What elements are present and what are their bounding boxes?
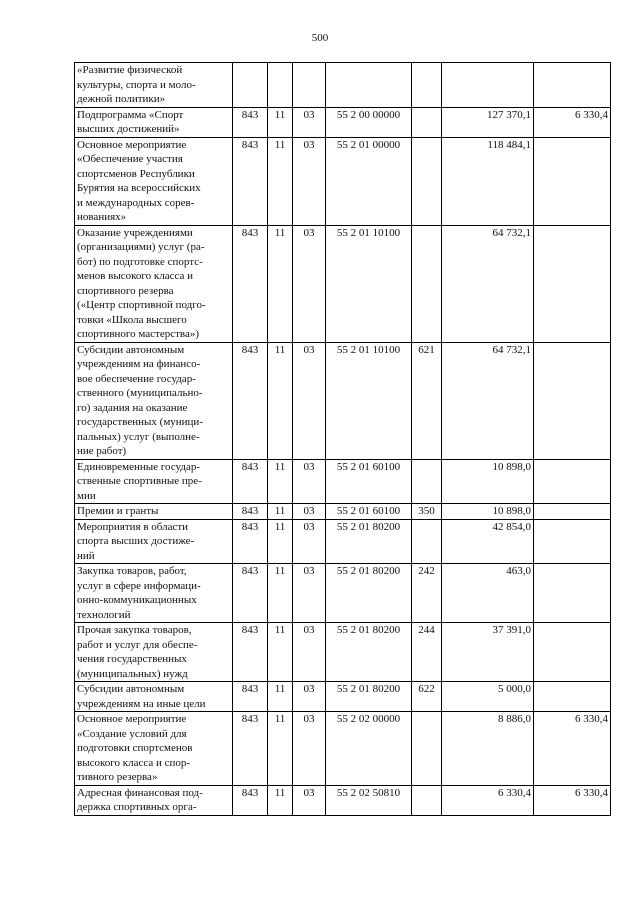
amount-secondary-cell (534, 564, 611, 623)
row-name-cell: Субсидии автономным учреждениям на финансо- вое обеспечение государ- ственного (муниципально- го) задания на оказание государственных (муници- пальных) услуг (выполне- ние работ) (75, 342, 233, 459)
amount-secondary-cell (534, 225, 611, 342)
subsection-code-cell: 03 (293, 225, 326, 342)
row-name-cell: Единовременные государ- ственные спортивные пре- мии (75, 459, 233, 504)
table-body (75, 63, 611, 816)
amount-cell: 64 732,1 (442, 342, 534, 459)
amount-secondary-cell (534, 519, 611, 564)
admin-code-cell: 843 (233, 342, 268, 459)
row-name-cell: Основное мероприятие «Создание условий для подготовки спортсменов высокого класса и спор- тивного резерва» (75, 712, 233, 786)
target-article-cell: 55 2 01 00000 (326, 137, 412, 225)
amount-cell: 10 898,0 (442, 504, 534, 520)
row-name-cell: Субсидии автономным учреждениям на иные цели (75, 682, 233, 712)
admin-code-cell: 843 (233, 564, 268, 623)
expense-type-cell: 244 (412, 623, 442, 682)
admin-code-cell: 843 (233, 107, 268, 137)
table-row (75, 682, 611, 712)
row-name-cell: Основное мероприятие «Обеспечение участия спортсменов Республики Бурятия на всероссийских и международных сорев- нованиях» (75, 137, 233, 225)
target-article-cell: 55 2 01 10100 (326, 342, 412, 459)
row-name-cell: Подпрограмма «Спорт высших достижений» (75, 107, 233, 137)
subsection-code-cell: 03 (293, 623, 326, 682)
expense-type-cell (412, 519, 442, 564)
target-article-cell: 55 2 00 00000 (326, 107, 412, 137)
row-name-cell: Закупка товаров, работ, услуг в сфере информаци- онно-коммуникационных технологий (75, 564, 233, 623)
subsection-code-cell: 03 (293, 342, 326, 459)
admin-code-cell: 843 (233, 623, 268, 682)
admin-code-cell: 843 (233, 225, 268, 342)
amount-cell: 37 391,0 (442, 623, 534, 682)
section-code-cell: 11 (268, 342, 293, 459)
expense-type-cell (412, 225, 442, 342)
admin-code-cell: 843 (233, 712, 268, 786)
row-name-cell: Премии и гранты (75, 504, 233, 520)
section-code-cell: 11 (268, 137, 293, 225)
amount-cell: 6 330,4 (442, 785, 534, 815)
section-code-cell: 11 (268, 459, 293, 504)
section-code-cell (268, 63, 293, 108)
table-row (75, 504, 611, 520)
amount-secondary-cell (534, 342, 611, 459)
amount-secondary-cell (534, 682, 611, 712)
admin-code-cell (233, 63, 268, 108)
amount-secondary-cell (534, 623, 611, 682)
table-row (75, 225, 611, 342)
section-code-cell: 11 (268, 682, 293, 712)
row-name-cell: «Развитие физической культуры, спорта и моло- дежной политики» (75, 63, 233, 108)
amount-cell: 127 370,1 (442, 107, 534, 137)
amount-secondary-cell: 6 330,4 (534, 107, 611, 137)
table-row (75, 564, 611, 623)
section-code-cell: 11 (268, 504, 293, 520)
section-code-cell: 11 (268, 623, 293, 682)
amount-cell (442, 63, 534, 108)
subsection-code-cell (293, 63, 326, 108)
amount-secondary-cell (534, 63, 611, 108)
section-code-cell: 11 (268, 785, 293, 815)
table-row (75, 342, 611, 459)
subsection-code-cell: 03 (293, 712, 326, 786)
amount-cell: 64 732,1 (442, 225, 534, 342)
expense-type-cell: 242 (412, 564, 442, 623)
amount-secondary-cell (534, 504, 611, 520)
subsection-code-cell: 03 (293, 459, 326, 504)
amount-cell: 463,0 (442, 564, 534, 623)
target-article-cell: 55 2 01 80200 (326, 623, 412, 682)
subsection-code-cell: 03 (293, 785, 326, 815)
target-article-cell (326, 63, 412, 108)
amount-secondary-cell: 6 330,4 (534, 785, 611, 815)
row-name-cell: Оказание учреждениями (организациями) услуг (ра- бот) по подготовке спортс- менов высокого класса и спортивного резерва («Центр спортивной подго- товки «Школа высшего спортивного мастерства») (75, 225, 233, 342)
admin-code-cell: 843 (233, 504, 268, 520)
admin-code-cell: 843 (233, 785, 268, 815)
subsection-code-cell: 03 (293, 519, 326, 564)
subsection-code-cell: 03 (293, 564, 326, 623)
budget-table (74, 62, 611, 816)
expense-type-cell: 621 (412, 342, 442, 459)
target-article-cell: 55 2 01 60100 (326, 459, 412, 504)
subsection-code-cell: 03 (293, 137, 326, 225)
target-article-cell: 55 2 01 80200 (326, 519, 412, 564)
section-code-cell: 11 (268, 564, 293, 623)
expense-type-cell (412, 712, 442, 786)
row-name-cell: Адресная финансовая под- держка спортивных орга- (75, 785, 233, 815)
row-name-cell: Прочая закупка товаров, работ и услуг для обеспе- чения государственных (муниципальных) нужд (75, 623, 233, 682)
amount-cell: 42 854,0 (442, 519, 534, 564)
subsection-code-cell: 03 (293, 504, 326, 520)
table-row (75, 137, 611, 225)
amount-cell: 8 886,0 (442, 712, 534, 786)
table-row (75, 459, 611, 504)
amount-secondary-cell: 6 330,4 (534, 712, 611, 786)
subsection-code-cell: 03 (293, 107, 326, 137)
table-row (75, 63, 611, 108)
amount-secondary-cell (534, 137, 611, 225)
expense-type-cell (412, 137, 442, 225)
expense-type-cell (412, 785, 442, 815)
amount-cell: 5 000,0 (442, 682, 534, 712)
target-article-cell: 55 2 02 00000 (326, 712, 412, 786)
table-row (75, 623, 611, 682)
page-number: 500 (311, 32, 329, 44)
expense-type-cell (412, 459, 442, 504)
target-article-cell: 55 2 01 10100 (326, 225, 412, 342)
expense-type-cell (412, 63, 442, 108)
target-article-cell: 55 2 01 80200 (326, 682, 412, 712)
table-row (75, 712, 611, 786)
subsection-code-cell: 03 (293, 682, 326, 712)
table-row (75, 519, 611, 564)
target-article-cell: 55 2 01 80200 (326, 564, 412, 623)
section-code-cell: 11 (268, 107, 293, 137)
admin-code-cell: 843 (233, 682, 268, 712)
table-row (75, 107, 611, 137)
table-row (75, 785, 611, 815)
row-name-cell: Мероприятия в области спорта высших достиже- ний (75, 519, 233, 564)
admin-code-cell: 843 (233, 137, 268, 225)
expense-type-cell: 622 (412, 682, 442, 712)
expense-type-cell (412, 107, 442, 137)
admin-code-cell: 843 (233, 459, 268, 504)
amount-cell: 10 898,0 (442, 459, 534, 504)
target-article-cell: 55 2 02 50810 (326, 785, 412, 815)
section-code-cell: 11 (268, 712, 293, 786)
amount-cell: 118 484,1 (442, 137, 534, 225)
expense-type-cell: 350 (412, 504, 442, 520)
amount-secondary-cell (534, 459, 611, 504)
target-article-cell: 55 2 01 60100 (326, 504, 412, 520)
section-code-cell: 11 (268, 519, 293, 564)
admin-code-cell: 843 (233, 519, 268, 564)
section-code-cell: 11 (268, 225, 293, 342)
